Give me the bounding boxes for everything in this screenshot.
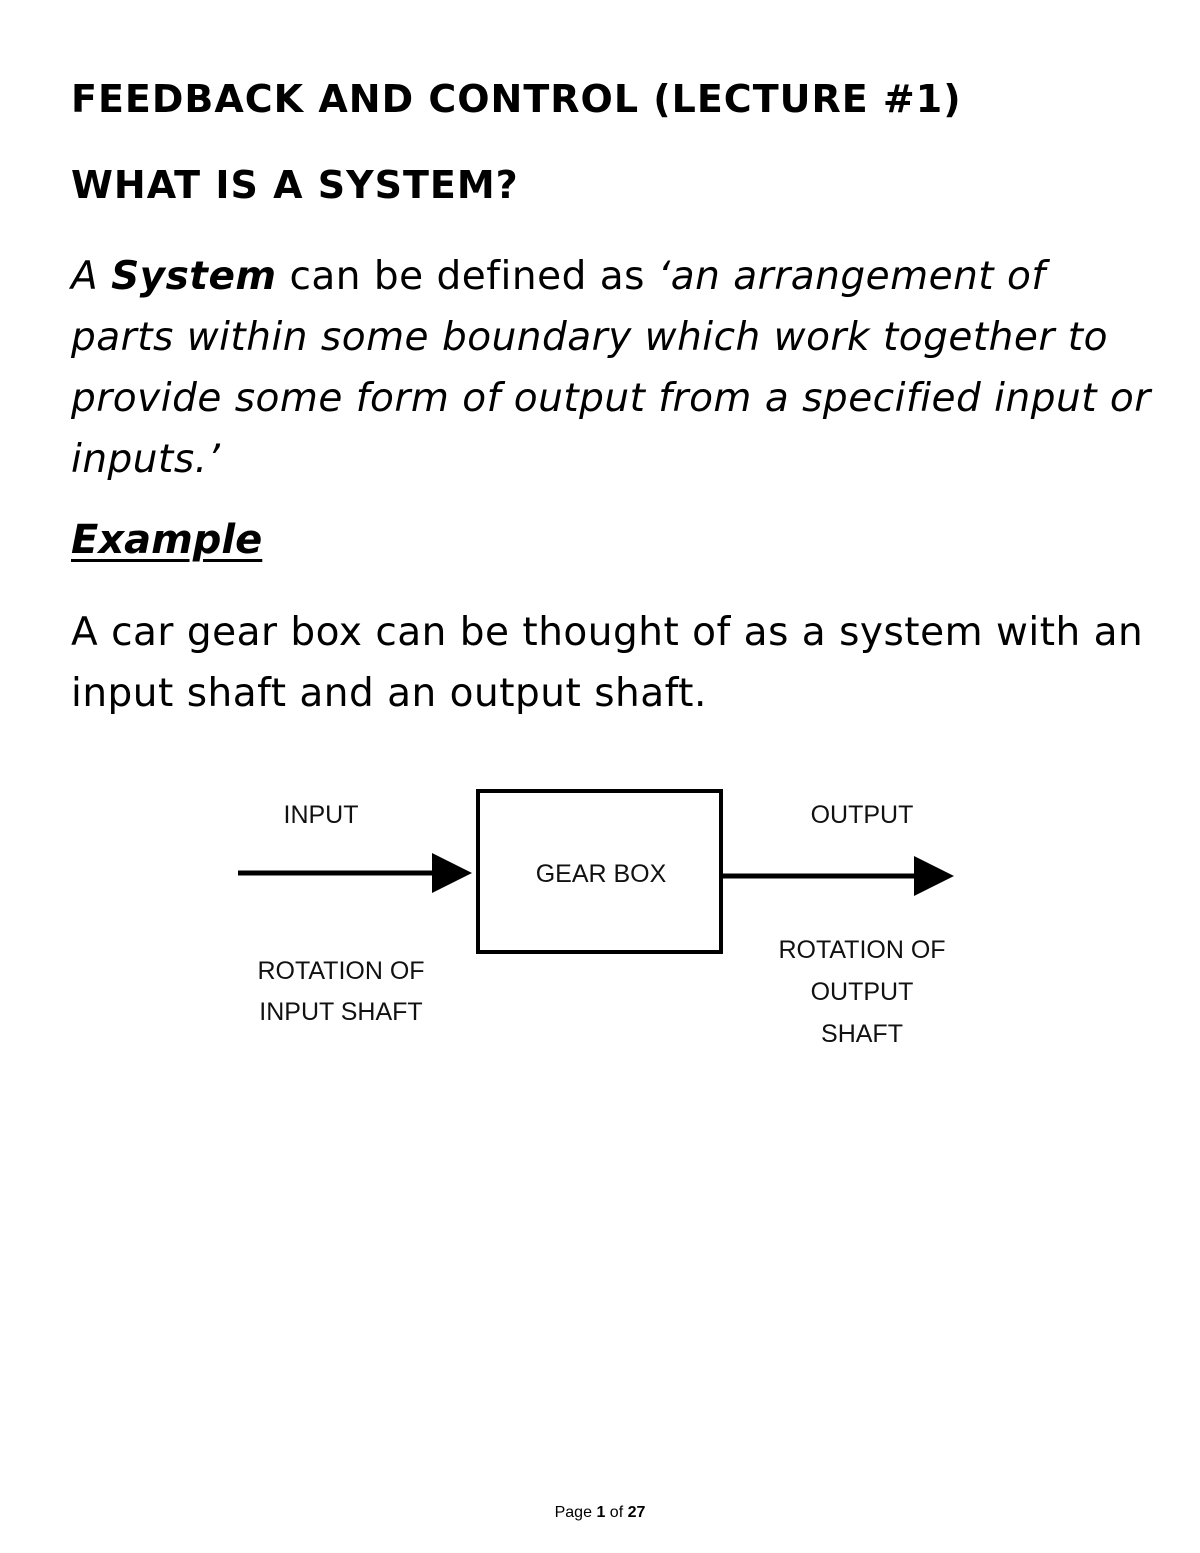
output-description-line-1: ROTATION OF [778,936,946,964]
section-heading: WHAT IS A SYSTEM? [71,163,519,207]
footer-page-number: 1 [596,1504,606,1521]
example-heading: Example [71,517,263,563]
output-description-line-2: OUTPUT [810,978,914,1006]
footer-page-word: Page [554,1504,592,1521]
example-paragraph: A car gear box can be thought of as a system with an input shaft and an output shaft. [71,610,1144,716]
gearbox-block-diagram [0,760,1200,1080]
input-arrowhead [432,853,472,893]
input-label: INPUT [283,801,359,829]
input-description-line-2: INPUT SHAFT [259,998,423,1026]
page-footer [0,1504,1200,1522]
definition-paragraph [71,246,1151,490]
gear-box-label: GEAR BOX [535,860,667,888]
input-description-line-1: ROTATION OF [257,957,425,985]
output-arrowhead [914,856,954,896]
definition-prefix: A [71,254,112,299]
footer-of-word: of [609,1504,624,1521]
definition-quote: ‘an arrangement of parts within some boundary which work together to provide some form of output from a specified input or inputs.’ [71,254,1151,482]
output-label: OUTPUT [810,801,914,829]
page-title: FEEDBACK AND CONTROL (LECTURE #1) [71,77,962,121]
definition-middle: can be defined as [276,254,658,299]
output-description-line-3: SHAFT [821,1020,903,1048]
footer-total-pages: 27 [627,1504,646,1521]
definition-term: System [111,254,277,299]
